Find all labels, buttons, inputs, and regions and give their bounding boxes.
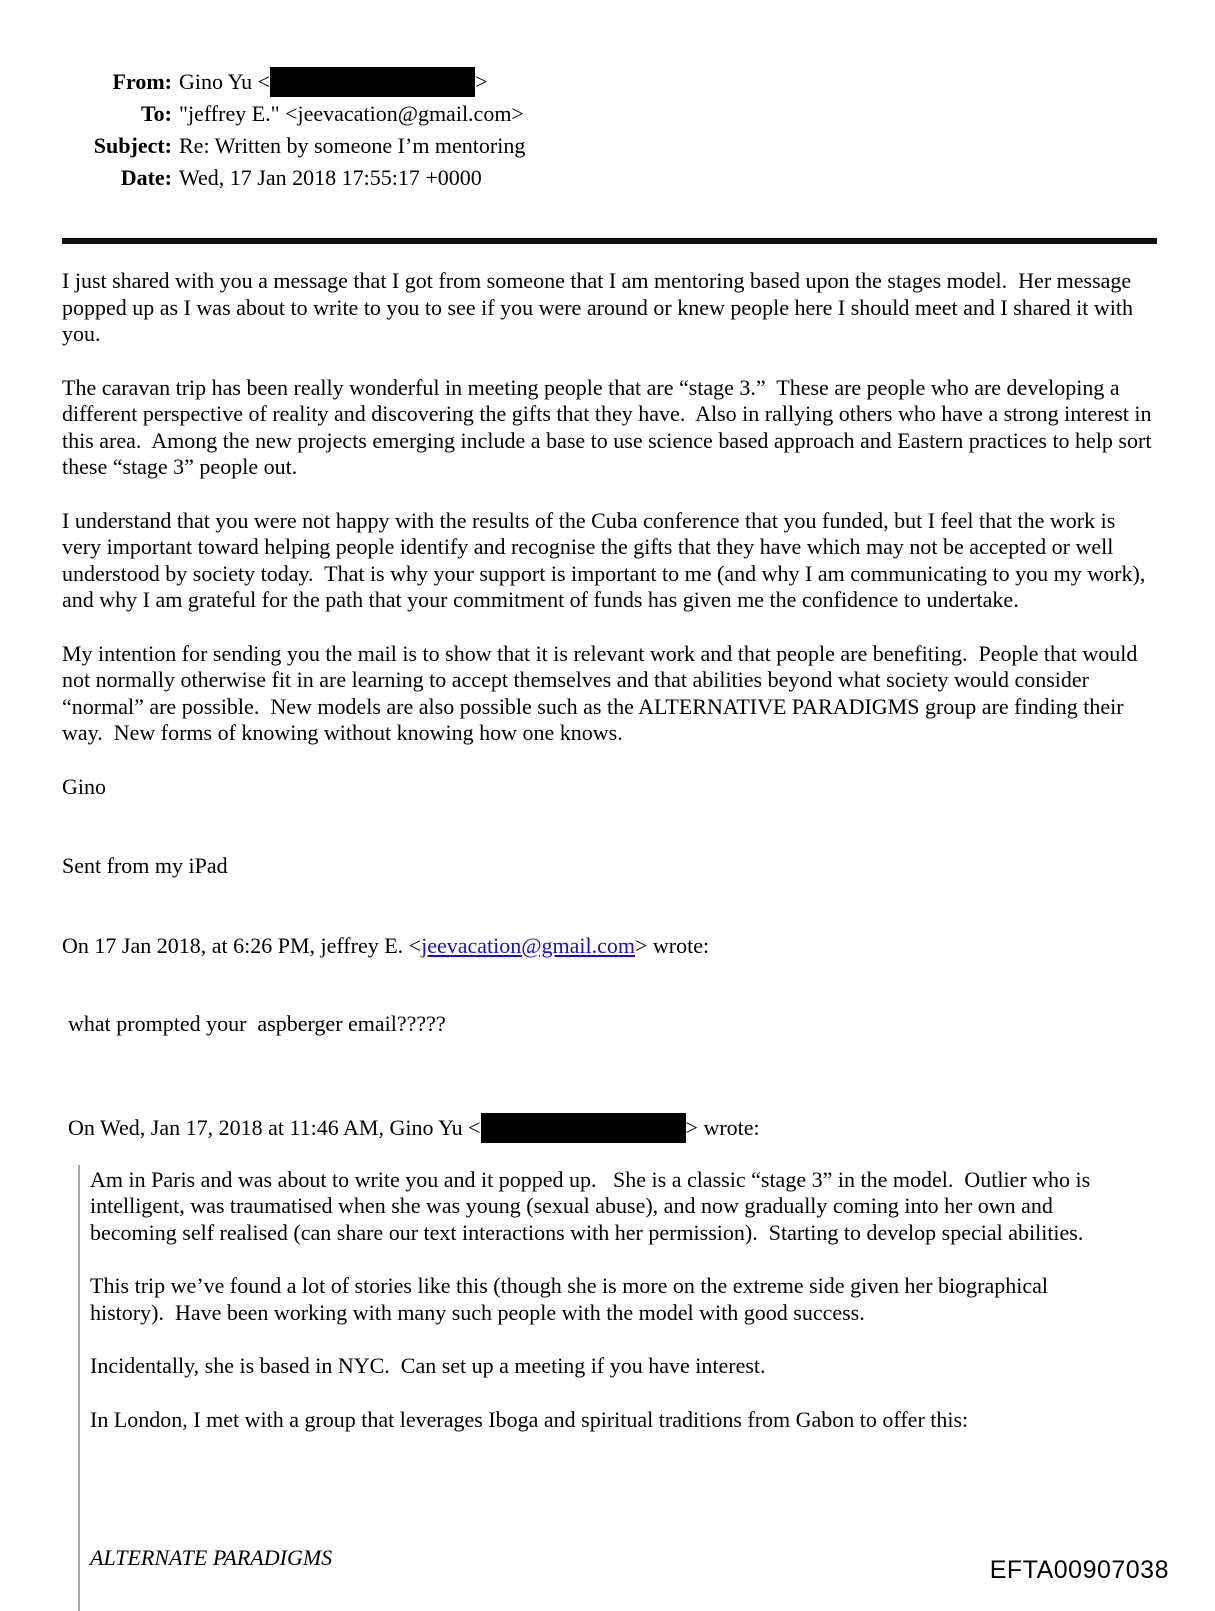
header-row-date (80, 162, 1157, 194)
from-bracket-open: < (257, 69, 271, 94)
to-value: "jeffrey E." <jeevacation@gmail.com> (179, 101, 524, 126)
email-link[interactable]: jeevacation@gmail.com (421, 932, 635, 958)
email-header-block (80, 66, 1157, 194)
to-label: To: (141, 101, 172, 126)
quote-paragraph-4: In London, I met with a group that leverages Iboga and spiritual traditions from Gabon to offer this: (90, 1406, 969, 1432)
quoted-message-block (78, 1165, 1117, 1611)
blank-line (62, 827, 1157, 853)
date-value: Wed, 17 Jan 2018 17:55:17 +0000 (179, 165, 482, 190)
quote2-attribution-suffix: wrote: (697, 1114, 760, 1140)
blank-line (62, 985, 1157, 1011)
header-row-to (80, 98, 1157, 130)
body-paragraph-1: I just shared with you a message that I got from someone that I am mentoring based upon the stages model. Her message popped up as I was about to write to you to see if you were around or knew people here I should meet and I shared it with you. (62, 268, 1139, 346)
header-divider-rule (62, 238, 1157, 244)
quote1-attribution-suffix: > wrote: (634, 932, 710, 958)
from-name: Gino Yu (179, 69, 258, 94)
quote2-bracket-close: > (685, 1114, 698, 1140)
quote1-attribution (62, 933, 1157, 960)
blank-line (62, 959, 1157, 985)
subject-value: Re: Written by someone I’m mentoring (179, 133, 526, 158)
blank-line (62, 1065, 1157, 1091)
from-bracket-close: > (475, 69, 488, 94)
quote-paragraph-2: This trip we’ve found a lot of stories like this (though she is more on the extreme side given her biographical history). Have been working with many such people with the model with good success. (90, 1273, 1054, 1325)
from-label: From: (112, 69, 172, 94)
quote2-attribution (68, 1113, 1157, 1143)
sent-from-line: Sent from my iPad (62, 853, 228, 878)
quote-paragraph-1: Am in Paris and was about to write you and it popped up. She is a classic “stage 3” in the model. Outlier who is intelligent, was traumatised when she was young (sexual abuse), and now gradually coming into her own and becoming self realised (can share our text interactions with her permission). Starting to develop special abilities. (90, 1166, 1096, 1245)
date-label: Date: (120, 165, 172, 190)
bates-number: EFTA00907038 (989, 1556, 1169, 1584)
quoted-question: what prompted your aspberger email????? (68, 1011, 446, 1036)
quote2-bracket-open: < (468, 1114, 481, 1140)
blank-line (62, 907, 1157, 933)
quote1-attribution-prefix: On 17 Jan 2018, at 6:26 PM, jeffrey E. < (62, 932, 422, 958)
body-paragraph-2: The caravan trip has been really wonderful in meeting people that are “stage 3.” These are people who are developing a different perspective of reality and discovering the gifts that they have. Also in rallying others who have a strong interest in this area. Among the new projects emerging include a base to use science based approach and Eastern practices to help sort these “stage 3” people out. (62, 374, 1158, 479)
body-paragraph-3: I understand that you were not happy with the results of the Cuba conference that you funded, but I feel that the work is very important toward helping people identify and recognise the gifts that they have which may not be accepted or well understood by society today. That is why your support is important to me (and why I am communicating to you my work), and why I am grateful for the path that your commitment of funds has given me the confidence to undertake. (62, 507, 1151, 612)
from-value (179, 66, 487, 98)
alternate-paradigms-heading: ALTERNATE PARADIGMS (90, 1545, 333, 1570)
header-row-subject (80, 130, 1157, 162)
redacted-quote-address (481, 1113, 686, 1143)
body-paragraph-4: My intention for sending you the mail is to show that it is relevant work and that people are benefiting. People that would not normally otherwise fit in are learning to accept themselves and that abilities beyond what society would consider “normal” are possible. New models are also possible such as the ALTERNATIVE PARADIGMS group are finding their way. New forms of knowing without knowing how one knows. (62, 640, 1143, 745)
signature: Gino (62, 773, 106, 799)
header-row-from (80, 66, 1157, 98)
quote-paragraph-3: Incidentally, she is based in NYC. Can set up a meeting if you have interest. (90, 1353, 766, 1378)
subject-label: Subject: (93, 133, 172, 158)
redacted-from-address (270, 67, 475, 97)
email-body (62, 268, 1157, 1611)
quote2-attribution-prefix: On Wed, Jan 17, 2018 at 11:46 AM, Gino Yu (68, 1114, 469, 1140)
